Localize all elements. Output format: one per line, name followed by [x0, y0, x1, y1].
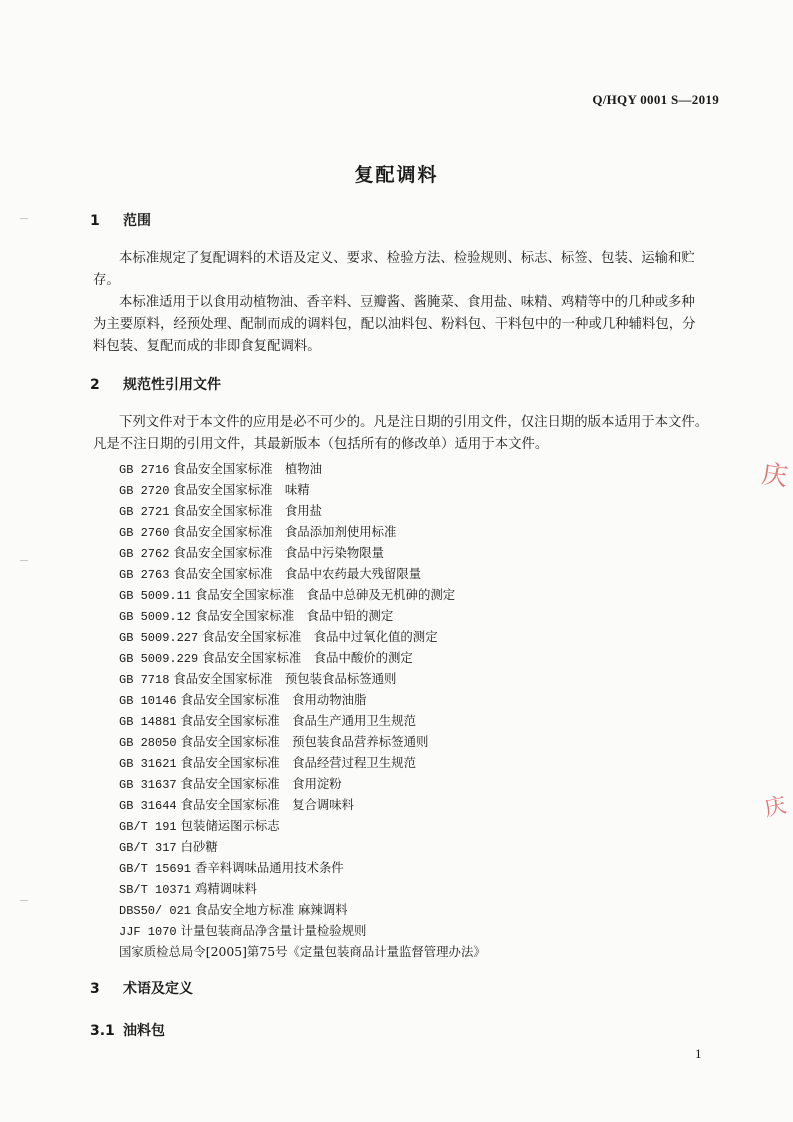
reference-code: GB 2763 [119, 568, 170, 582]
scope-para2-line1: 本标准适用于以食用动植物油、香辛料、豆瓣酱、酱腌菜、食用盐、味精、鸡精等中的几种或多种 [119, 295, 695, 310]
margin-mark [20, 560, 28, 561]
reference-code: GB 5009.12 [119, 610, 192, 624]
section-number: 3.1 [90, 1023, 115, 1039]
reference-title: 食品安全国家标准 食品生产通用卫生规范 [180, 713, 416, 728]
standard-code: Q/HQY 0001 S—2019 [592, 92, 719, 107]
reference-code: GB 10146 [119, 694, 177, 708]
reference-title: 食品安全国家标准 食品中农药最大残留限量 [173, 566, 422, 581]
reference-title: 食品安全国家标准 食用盐 [173, 503, 323, 518]
section-title: 油料包 [123, 1023, 165, 1039]
reference-item [119, 795, 354, 813]
reference-code: GB 28050 [119, 736, 177, 750]
section-heading-scope [90, 210, 151, 230]
reference-code: JJF 1070 [119, 925, 177, 939]
reference-code: GB 14881 [119, 715, 177, 729]
reference-code: GB/T 15691 [119, 862, 192, 876]
reference-code: GB 7718 [119, 673, 170, 687]
page-number: 1 [695, 1046, 702, 1061]
reference-code: GB 2716 [119, 463, 170, 477]
reference-title: 食品安全国家标准 食品经营过程卫生规范 [180, 755, 416, 770]
reference-title: 食品安全国家标准 植物油 [173, 461, 323, 476]
reference-item [119, 522, 396, 540]
seal-stamp-bottom [761, 788, 789, 823]
reference-code: GB 31644 [119, 799, 177, 813]
reference-title: 白砂糖 [180, 839, 218, 854]
reference-code: GB 31621 [119, 757, 177, 771]
seal-stamp-top-text: 庆 [759, 459, 790, 493]
reference-item [119, 711, 416, 729]
reference-item [119, 564, 421, 582]
reference-item [119, 732, 428, 750]
reference-title: 食品安全地方标准 麻辣调料 [194, 902, 348, 917]
reference-item [119, 774, 342, 792]
margin-mark [20, 218, 28, 219]
reference-item [119, 816, 280, 834]
section-title: 规范性引用文件 [123, 377, 221, 393]
reference-code: GB 5009.229 [119, 652, 199, 666]
reference-title: 计量包装商品净含量计量检验规则 [180, 923, 367, 938]
reference-code: DBS50/ 021 [119, 904, 192, 918]
seal-stamp-bottom-text: 庆 [762, 792, 789, 822]
reference-item [119, 753, 416, 771]
section-heading-references [90, 374, 221, 394]
reference-title: 食品安全国家标准 食品中酸价的测定 [202, 650, 413, 665]
reference-item [119, 606, 393, 624]
reference-item [119, 459, 322, 477]
reference-title: 鸡精调味料 [194, 881, 257, 896]
scope-para2-line2: 为主要原料，经预处理、配制而成的调料包，配以油料包、粉料包、干料包中的一种或几种辅料包，分 [93, 317, 696, 332]
reference-item [119, 648, 413, 666]
reference-code: GB 2760 [119, 526, 170, 540]
section-title: 范围 [123, 213, 151, 229]
references-intro-line1: 下列文件对于本文件的应用是必不可少的。凡是注日期的引用文件，仅注日期的版本适用于本文件。 [119, 415, 709, 430]
reference-title: 食品安全国家标准 食品中总砷及无机砷的测定 [194, 587, 456, 602]
reference-title: 食品安全国家标准 食品中污染物限量 [173, 545, 385, 560]
reference-code: GB 2762 [119, 547, 170, 561]
section-number: 3 [90, 981, 100, 997]
reference-item [119, 921, 366, 939]
scope-para1-line1: 本标准规定了复配调料的术语及定义、要求、检验方法、检验规则、标志、标签、包装、运输和贮 [119, 251, 695, 266]
reference-item [119, 585, 455, 603]
reference-title: 包装储运图示标志 [180, 818, 280, 833]
section-number: 1 [90, 213, 100, 229]
section-number: 2 [90, 377, 100, 393]
margin-mark [20, 900, 28, 901]
reference-code: GB 2721 [119, 505, 170, 519]
reference-title: 国家质检总局令[2005]第75号《定量包装商品计量监督管理办法》 [119, 944, 486, 959]
reference-title: 食品安全国家标准 味精 [173, 482, 310, 497]
reference-code: SB/T 10371 [119, 883, 192, 897]
reference-code: GB 5009.11 [119, 589, 192, 603]
reference-code: GB 2720 [119, 484, 170, 498]
reference-item [119, 690, 366, 708]
section-title: 术语及定义 [123, 981, 193, 997]
reference-title: 食品安全国家标准 预包装食品标签通则 [173, 671, 397, 686]
reference-title: 食品安全国家标准 食品中铅的测定 [194, 608, 394, 623]
section-heading-terms [90, 978, 193, 998]
reference-title: 香辛料调味品通用技术条件 [194, 860, 344, 875]
reference-title: 食品安全国家标准 食用淀粉 [180, 776, 342, 791]
document-title: 复配调料 [354, 164, 439, 186]
reference-item [119, 900, 348, 918]
reference-title: 食品安全国家标准 复合调味料 [180, 797, 355, 812]
seal-stamp-top [760, 453, 791, 493]
references-intro-line2: 凡是不注日期的引用文件，其最新版本（包括所有的修改单）适用于本文件。 [93, 437, 549, 452]
reference-code: GB/T 191 [119, 820, 177, 834]
reference-title: 食品安全国家标准 食品中过氧化值的测定 [202, 629, 438, 644]
reference-title: 食品安全国家标准 预包装食品营养标签通则 [180, 734, 429, 749]
reference-code: GB/T 317 [119, 841, 177, 855]
reference-code: GB 5009.227 [119, 631, 199, 645]
scope-para2-line3: 料包装、复配而成的非即食复配调料。 [93, 339, 321, 354]
reference-item [119, 480, 310, 498]
reference-title: 食品安全国家标准 食品添加剂使用标准 [173, 524, 397, 539]
reference-item [119, 837, 218, 855]
reference-item [119, 879, 257, 897]
scope-para1-line2: 存。 [93, 273, 120, 288]
subsection-heading-oil-pack [90, 1020, 165, 1040]
reference-code: GB 31637 [119, 778, 177, 792]
reference-item [119, 501, 322, 519]
reference-item [119, 942, 486, 960]
reference-item [119, 858, 344, 876]
reference-item [119, 543, 384, 561]
reference-title: 食品安全国家标准 食用动物油脂 [180, 692, 367, 707]
reference-item [119, 669, 396, 687]
reference-item [119, 627, 438, 645]
